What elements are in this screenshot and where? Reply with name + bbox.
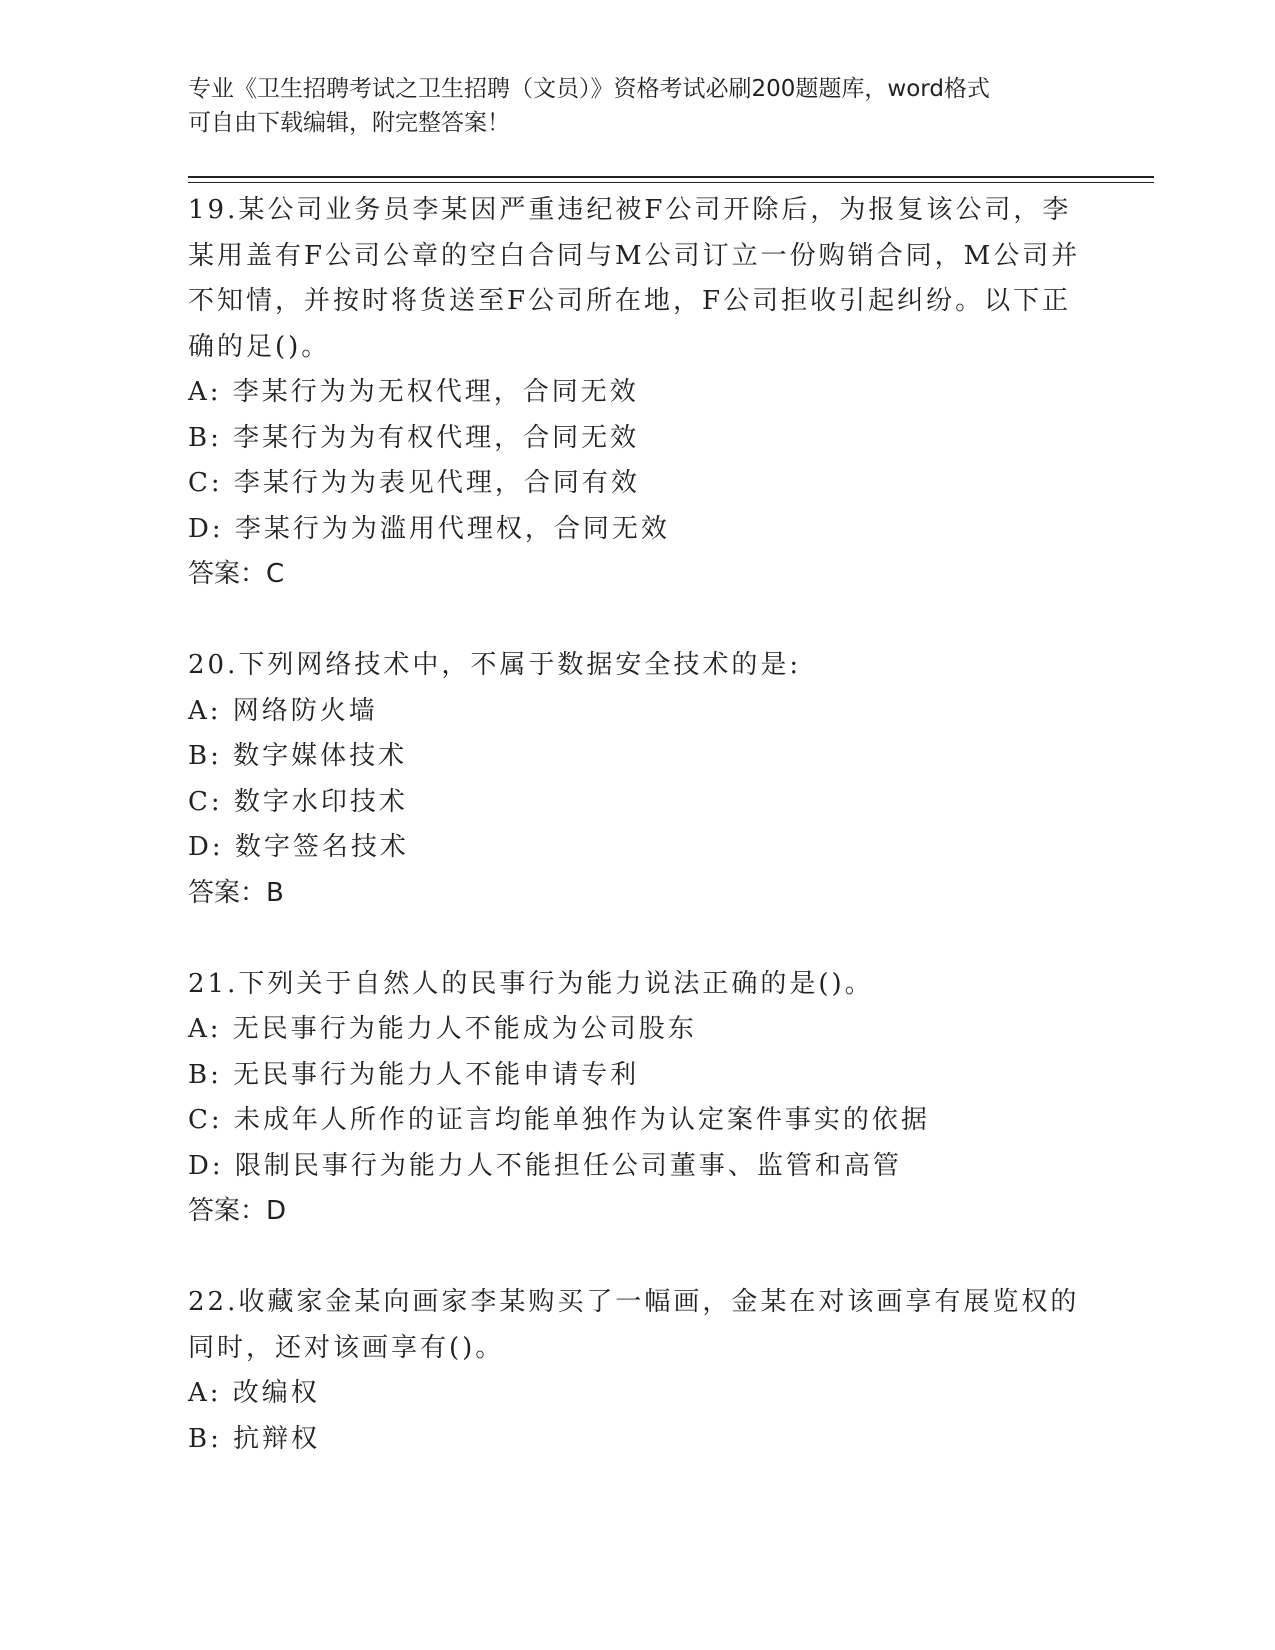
- question-stem: [188, 188, 1088, 370]
- question-19: [188, 188, 1088, 598]
- header-line-1: 专业《卫生招聘考试之卫生招聘（文员）》资格考试必刷200题题库，word格式: [188, 76, 990, 102]
- question-spacer: [188, 598, 1088, 644]
- option-b: B: 数字媒体技术: [188, 741, 408, 771]
- answer-line: 答案：C: [188, 559, 285, 589]
- stem-line: 19.某公司业务员李某因严重违纪被F公司开除后，为报复该公司，李: [188, 195, 1072, 225]
- option-a: A: 李某行为为无权代理，合同无效: [188, 377, 639, 407]
- question-stem: [188, 962, 1088, 1008]
- option-a: A: 无民事行为能力人不能成为公司股东: [188, 1014, 697, 1044]
- stem-line: 确的足()。: [188, 331, 331, 362]
- stem-line: 同时，还对该画享有()。: [188, 1332, 505, 1363]
- question-21: [188, 962, 1088, 1235]
- header-line-2: 可自由下载编辑，附完整答案！: [188, 110, 510, 136]
- question-22: [188, 1280, 1088, 1462]
- question-20: [188, 643, 1088, 916]
- option-b: B: 李某行为为有权代理，合同无效: [188, 422, 640, 453]
- stem-line: 21.下列关于自然人的民事行为能力说法正确的是()。: [188, 968, 874, 999]
- option-b: B: 无民事行为能力人不能申请专利: [188, 1059, 640, 1090]
- option-c: C: 未成年人所作的证言均能单独作为认定案件事实的依据: [188, 1105, 930, 1135]
- question-list: [188, 188, 1088, 1462]
- option-d: D: 限制民事行为能力人不能担任公司董事、监管和高管: [188, 1150, 902, 1181]
- stem-line: 不知情，并按时将货送至F公司所在地，F公司拒收引起纠纷。以下正: [188, 286, 1072, 316]
- document-header: [188, 72, 1068, 140]
- stem-line: 22.收藏家金某向画家李某购买了一幅画，金某在对该画享有展览权的: [188, 1287, 1080, 1317]
- header-divider-thin: [188, 182, 1154, 183]
- option-d: D: 数字签名技术: [188, 832, 409, 862]
- option-a: A: 改编权: [188, 1378, 320, 1408]
- option-c: C: 数字水印技术: [188, 786, 408, 817]
- option-b: B: 抗辩权: [188, 1423, 321, 1454]
- option-a: A: 网络防火墙: [188, 695, 378, 726]
- stem-line: 20.下列网络技术中，不属于数据安全技术的是:: [188, 650, 802, 680]
- answer-line: 答案：B: [188, 877, 284, 908]
- answer-line: 答案：D: [188, 1196, 287, 1226]
- question-stem: [188, 1280, 1088, 1371]
- option-c: C: 李某行为为表见代理，合同有效: [188, 468, 640, 498]
- option-d: D: 李某行为为滥用代理权，合同无效: [188, 513, 670, 544]
- question-stem: [188, 643, 1088, 689]
- stem-line: 某用盖有F公司公章的空白合同与M公司订立一份购销合同，M公司并: [188, 240, 1081, 271]
- header-divider-thick: [188, 176, 1154, 178]
- question-spacer: [188, 916, 1088, 962]
- question-spacer: [188, 1235, 1088, 1281]
